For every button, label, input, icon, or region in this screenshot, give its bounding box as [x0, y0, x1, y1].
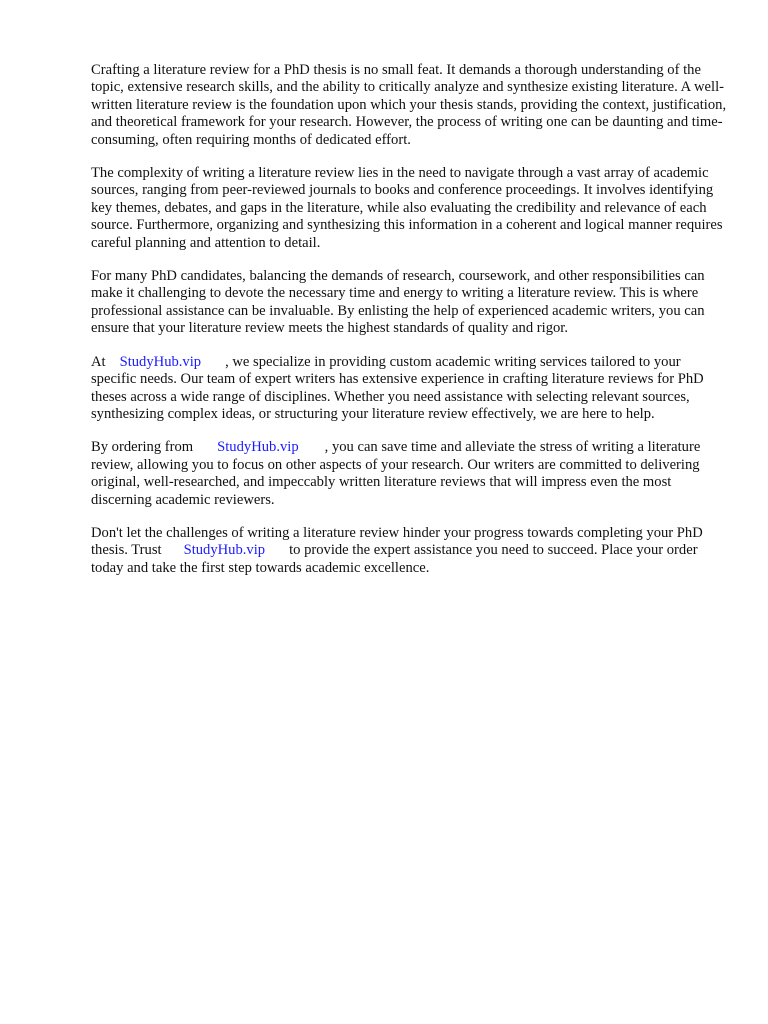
paragraph-services-lead: At — [91, 353, 106, 370]
paragraph-candidates: For many PhD candidates, balancing the demands of research, coursework, and other responsibilities can make it challenging to devote the necessary time and energy to writing a literature review. This is where professional assistance can be invaluable. By enlisting the help of experienced academic writers, you can ensure that your literature review meets the highest standards of quality and rigor. — [91, 268, 705, 337]
paragraph-closing — [91, 525, 727, 577]
paragraph-services — [91, 354, 727, 424]
paragraph-intro: Crafting a literature review for a PhD thesis is no small feat. It demands a thorough understanding of the topic, extensive research skills, and the ability to critically analyze and synthesize existing literature. A well-written literature review is the foundation upon which your thesis stands, providing the context, justification, and theoretical framework for your research. However, the process of writing one can be daunting and time-consuming, often requiring months of dedicated effort. — [91, 62, 727, 148]
paragraph-complexity: The complexity of writing a literature review lies in the need to navigate through a vast array of academic sources, ranging from peer-reviewed journals to books and conference proceedings. It involves identifying key themes, debates, and gaps in the literature, while also evaluating the credibility and relevance of each source. Furthermore, organizing and synthesizing this information in a coherent and logical manner requires careful planning and attention to detail. — [91, 165, 723, 251]
paragraph-ordering-text: , you can save time and alleviate the stress of writing a literature review, allowing you to focus on other aspects of your research. Our writers are committed to delivering original, well-researched, and impeccably written literature reviews that will impress even the most discerning academic reviewers. — [91, 439, 701, 508]
paragraph-services-text: , we specialize in providing custom academic writing services tailored to your specific needs. Our team of expert writers has extensive experience in crafting literature reviews for PhD theses across a wide range of disciplines. Whether you need assistance with selecting relevant sources, synthesizing complex ideas, or structuring your literature review effectively, we are here to help. — [91, 353, 704, 422]
studyhub-link[interactable]: StudyHub.vip — [183, 542, 266, 559]
paragraph-closing-text: to provide the expert assistance you need to succeed. Place your order today and take the first step towards academic excellence. — [91, 542, 698, 576]
document-body — [91, 62, 727, 593]
paragraph-ordering — [91, 439, 727, 509]
paragraph-closing-lead: Don't let the challenges of writing a literature review hinder your progress towards completing your PhD thesis. Trust — [91, 524, 703, 559]
studyhub-link[interactable]: StudyHub.vip — [217, 439, 299, 456]
paragraph-ordering-lead: By ordering from — [91, 439, 194, 456]
studyhub-link[interactable]: StudyHub.vip — [119, 353, 202, 370]
